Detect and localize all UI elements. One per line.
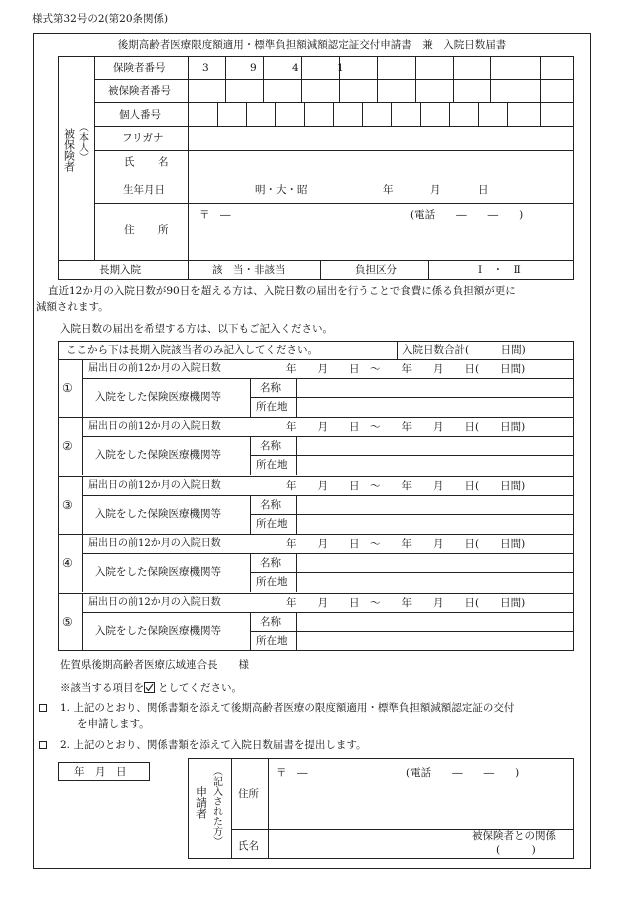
form-id: 様式第32号の2(第20条関係) [32, 13, 169, 25]
entry-number: ③ [62, 498, 73, 512]
check-note-suffix: としてください。 [158, 682, 242, 694]
entry-days-label: 届出日の前12か月の入院日数 [88, 597, 221, 608]
insurer-digit-2: 9 [250, 62, 257, 74]
burden-class-value: Ⅰ ・ Ⅱ [478, 264, 521, 276]
entry-number: ① [62, 381, 73, 395]
entry-name-label: 名称 [260, 382, 281, 394]
insurer-no-label: 保険者番号 [113, 62, 166, 74]
insured-phone: (電話 ― ― ) [410, 209, 524, 221]
days-total: 入院日数合計( 日間) [402, 344, 526, 356]
date-box-label: 年 月 日 [74, 766, 127, 778]
insurer-digit-1: 3 [202, 62, 209, 74]
address-label-a: 住 [124, 224, 135, 236]
entry-hospital-label: 入院をした保険医療機関等 [95, 625, 221, 637]
entry-location-label: 所在地 [256, 576, 288, 588]
insurer-digit-4: 1 [337, 62, 344, 74]
insured-sub-label: （本人） [76, 122, 88, 162]
entry-hospital-label: 入院をした保険医療機関等 [95, 449, 221, 461]
check-sample-icon [144, 682, 155, 693]
entry-period[interactable]: 年 月 日 〜 年 月 日( 日間) [286, 480, 526, 492]
option-2: 2. 上記のとおり、関係書類を添えて入院日数届書を提出します。 [60, 739, 367, 751]
entry-period[interactable]: 年 月 日 〜 年 月 日( 日間) [286, 421, 526, 433]
addressee: 佐賀県後期高齢者医療広域連合長 様 [60, 659, 249, 671]
option-1-line-1: 1. 上記のとおり、関係書類を添えて後期高齢者医療の限度額適用・標準負担額減額認定証の交付 [60, 702, 515, 714]
option-2-checkbox[interactable] [39, 741, 47, 749]
entry-hospital-label: 入院をした保険医療機関等 [95, 508, 221, 520]
entry-name-label: 名称 [260, 440, 281, 452]
long-stay-label: 長期入院 [99, 264, 141, 276]
birth-era: 明・大・昭 [255, 184, 308, 196]
applicant-phone: (電話 ― ― ) [406, 767, 520, 779]
entry-days-label: 届出日の前12か月の入院日数 [88, 421, 221, 432]
relation-label: 被保険者との関係 [472, 830, 556, 842]
entry-location-label: 所在地 [256, 459, 288, 471]
note-line-1: 直近12か月の入院日数が90日を超える方は、入院日数の届出を行うことで食費に係る負担額が更に [48, 285, 516, 297]
entry-period[interactable]: 年 月 日 〜 年 月 日( 日間) [286, 538, 526, 550]
entry-days-label: 届出日の前12か月の入院日数 [88, 480, 221, 491]
birth-month: 月 [430, 184, 441, 196]
entry-name-label: 名称 [260, 616, 281, 628]
insured-label: 被保険者 [62, 128, 76, 172]
entry-days-label: 届出日の前12か月の入院日数 [88, 538, 221, 549]
long-stay-value: 該 当・非該当 [212, 264, 286, 276]
applicant-sub-label: （記入された方） [210, 766, 222, 846]
entry-hospital-label: 入院をした保険医療機関等 [95, 391, 221, 403]
entry-name-label: 名称 [260, 557, 281, 569]
check-note-prefix: ※該当する項目を [60, 682, 144, 694]
entry-location-label: 所在地 [256, 635, 288, 647]
relation-paren: ( ) [496, 844, 536, 856]
insurer-digit-3: 4 [292, 62, 299, 74]
entry-name-label: 名称 [260, 499, 281, 511]
entry-location-label: 所在地 [256, 401, 288, 413]
entry-number: ⑤ [62, 615, 73, 629]
option-1-line-2: を申請します。 [77, 718, 150, 730]
furigana-label: フリガナ [122, 132, 164, 144]
entry-period[interactable]: 年 月 日 〜 年 月 日( 日間) [286, 363, 526, 375]
option-1-checkbox[interactable] [39, 704, 47, 712]
name-label-b: 名 [158, 156, 169, 168]
entry-location-label: 所在地 [256, 518, 288, 530]
entry-hospital-label: 入院をした保険医療機関等 [95, 566, 221, 578]
form-title: 後期高齢者医療限度額適用・標準負担額減額認定証交付申請書 兼 入院日数届書 [117, 39, 507, 51]
entry-number: ④ [62, 556, 73, 570]
birth-label: 生年月日 [123, 184, 165, 196]
note-line-2: 減額されます。 [36, 301, 109, 313]
long-only-note: ここから下は長期入院該当者のみ記入してください。 [66, 344, 318, 356]
entry-period[interactable]: 年 月 日 〜 年 月 日( 日間) [286, 597, 526, 609]
address-label-b: 所 [158, 224, 169, 236]
applicant-address-label: 住所 [238, 788, 259, 800]
entry-number: ② [62, 439, 73, 453]
applicant-postal-mark: 〒 ― [276, 767, 308, 779]
burden-class-label: 負担区分 [355, 264, 397, 276]
applicant-name-label: 氏名 [238, 840, 259, 852]
name-label-a: 氏 [124, 156, 135, 168]
note-hospital-days: 入院日数の届出を希望する方は、以下もご記入ください。 [60, 323, 333, 335]
postal-mark: 〒 ― [199, 209, 231, 221]
birth-day: 日 [478, 184, 489, 196]
birth-year: 年 [383, 184, 394, 196]
applicant-label: 申請者 [194, 786, 208, 819]
personal-no-label: 個人番号 [119, 109, 161, 121]
entry-days-label: 届出日の前12か月の入院日数 [88, 363, 221, 374]
insured-no-label: 被保険者番号 [108, 85, 171, 97]
